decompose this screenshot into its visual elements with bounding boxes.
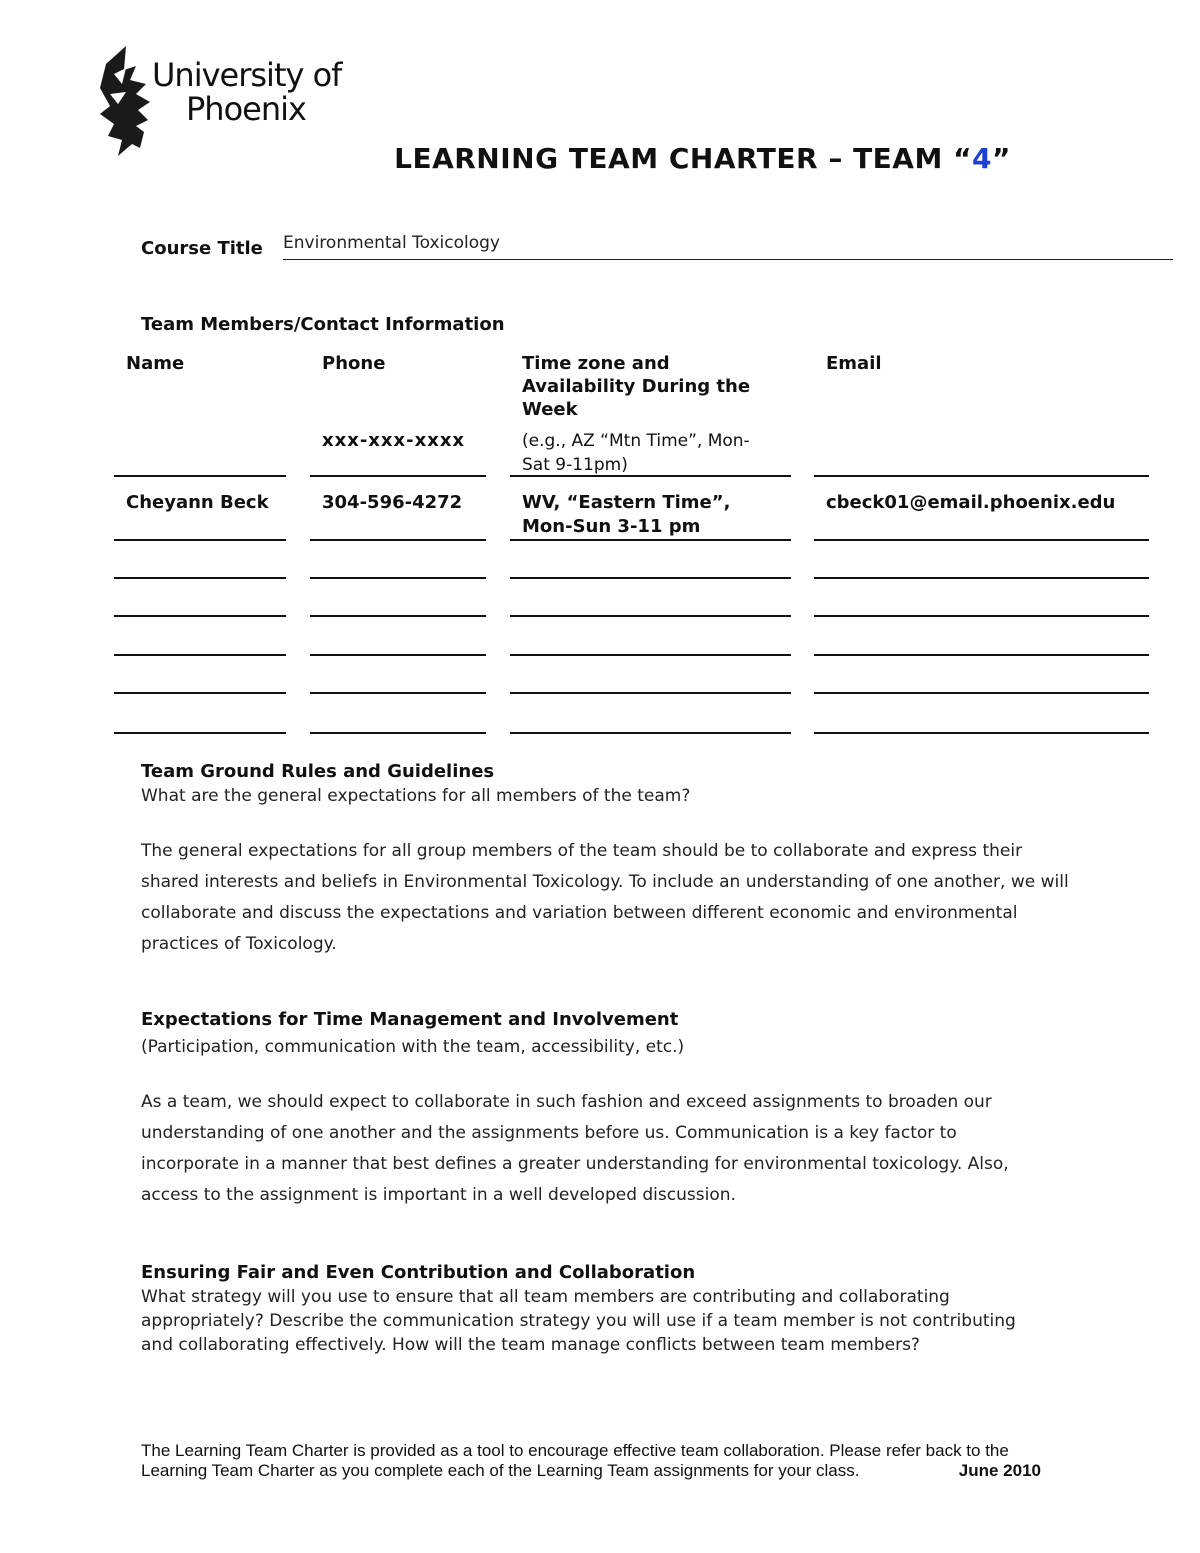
column-header-name: Name: [126, 353, 185, 374]
column-header-phone: Phone: [322, 353, 386, 374]
team-number: 4: [971, 142, 992, 175]
logo-wordmark: University of Phoenix: [152, 56, 342, 128]
course-title-label: Course Title: [141, 238, 263, 259]
example-timezone: (e.g., AZ “Mtn Time”, Mon-Sat 9-11pm): [522, 431, 750, 475]
ground-rules-heading: Team Ground Rules and Guidelines: [141, 761, 495, 782]
time-management-heading: Expectations for Time Management and Involvement: [141, 1009, 679, 1030]
example-phone: xxx-xxx-xxxx: [322, 430, 466, 451]
course-title-underline: [283, 259, 1173, 260]
ground-rules-section: [141, 760, 1101, 960]
ground-rules-answer: The general expectations for all group members of the team should be to collaborate and express their shared interests and beliefs in Environmental Toxicology. To include an understanding of one another, we will collaborate and discuss the expectations and variation between different economic and environmental practices of Toxicology.: [141, 841, 1069, 954]
footer-text: The Learning Team Charter is provided as a tool to encourage effective team collaboration. Please refer back to the Learning Team Charter as you complete each of the Learning Team assignments for your class.: [141, 1441, 1009, 1480]
time-management-section: [141, 1008, 1101, 1211]
time-management-answer: As a team, we should expect to collaborate in such fashion and exceed assignments to broaden our understanding of one another and the assignments before us. Communication is a key factor to incorporate in a manner that best defines a greater understanding for environmental toxicology. Also, access to the assignment is important in a well developed discussion.: [141, 1092, 1009, 1205]
footer-note: [141, 1441, 1041, 1481]
contribution-question: What strategy will you use to ensure that all team members are contributing and collaborating appropriately? Describe the communication strategy you will use if a team member is not contributing and collaborating effectively. How will the team manage conflicts between team members?: [141, 1287, 1016, 1355]
contribution-heading: Ensuring Fair and Even Contribution and Collaboration: [141, 1262, 696, 1283]
member-email: cbeck01@email.phoenix.edu: [826, 492, 1116, 513]
time-management-question: (Participation, communication with the team, accessibility, etc.): [141, 1037, 685, 1057]
contribution-section: [141, 1261, 1101, 1357]
course-title-value: Environmental Toxicology: [283, 233, 500, 253]
team-members-heading: Team Members/Contact Information: [141, 314, 505, 335]
member-phone: 304-596-4272: [322, 492, 463, 513]
page-title: LEARNING TEAM CHARTER – TEAM “4”: [394, 142, 1011, 175]
column-header-timezone: Time zone and Availability During the Week: [522, 353, 751, 420]
ground-rules-question: What are the general expectations for all members of the team?: [141, 786, 691, 806]
column-header-email: Email: [826, 353, 882, 374]
footer-date: June 2010: [958, 1461, 1041, 1480]
member-name: Cheyann Beck: [126, 492, 269, 513]
member-timezone: WV, “Eastern Time”, Mon-Sun 3-11 pm: [522, 492, 731, 537]
